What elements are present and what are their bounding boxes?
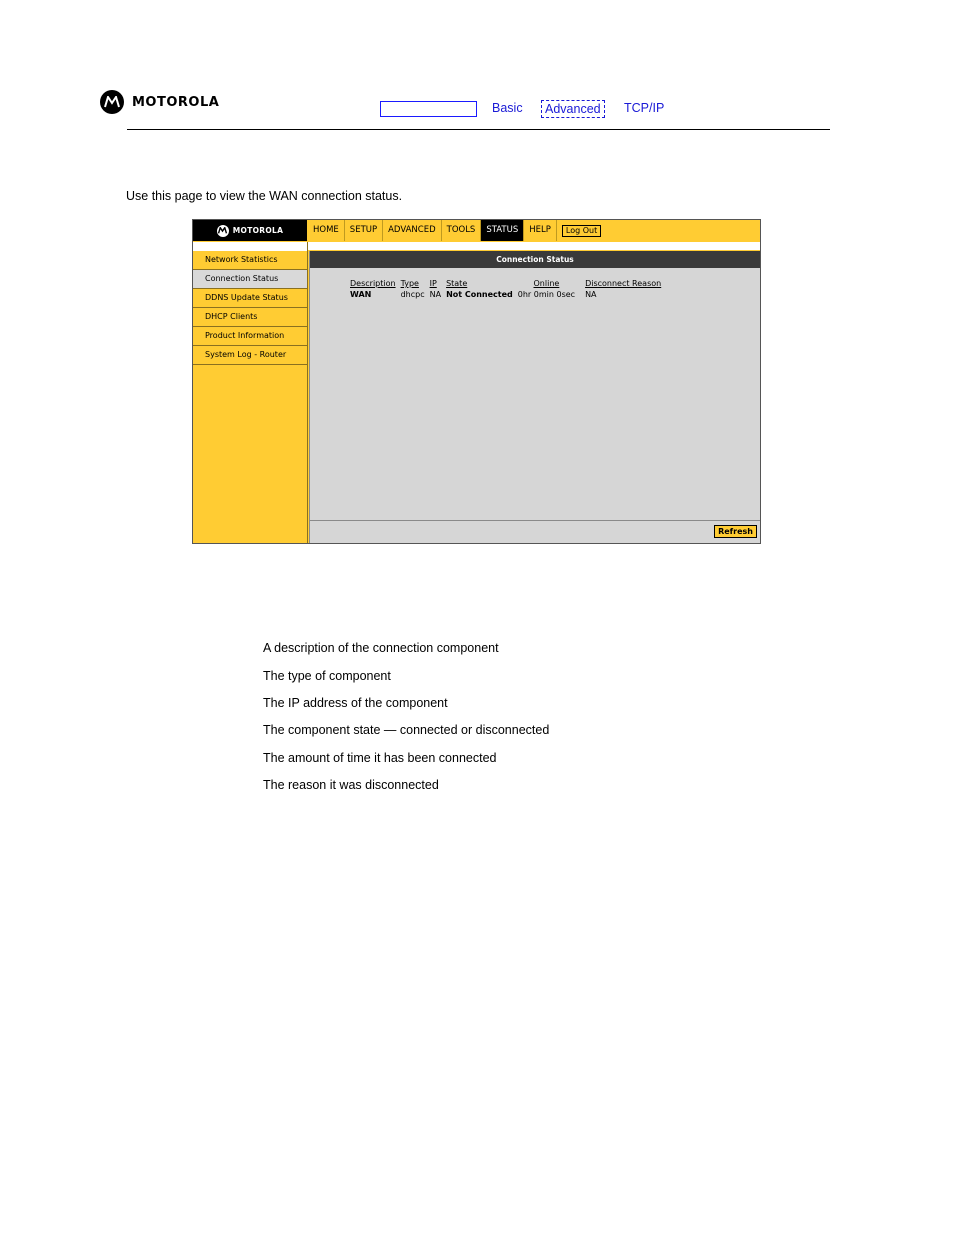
col-header-state: State	[446, 279, 468, 288]
nav-tcpip-link[interactable]: TCP/IP	[624, 101, 665, 115]
router-main-panel	[309, 251, 760, 543]
description-text: The type of component	[263, 669, 391, 683]
top-nav-advanced[interactable]: ADVANCED	[383, 220, 442, 241]
panel-footer	[310, 520, 760, 543]
cell-type: dhcpc	[400, 290, 425, 299]
description-text: The amount of time it has been connected	[263, 751, 497, 765]
sidebar-item-system-log-router[interactable]: System Log - Router	[193, 346, 307, 365]
top-nav-status[interactable]: STATUS	[481, 220, 524, 241]
top-nav-home[interactable]: HOME	[308, 220, 345, 241]
header-divider	[127, 129, 830, 130]
nav-empty-box[interactable]	[380, 101, 477, 117]
col-header-description: Description	[350, 279, 396, 288]
description-text: The IP address of the component	[263, 696, 448, 710]
refresh-button[interactable]: Refresh	[714, 525, 757, 538]
nav-spacer	[308, 242, 760, 250]
logout-button[interactable]: Log Out	[562, 225, 601, 237]
nav-advanced-link[interactable]: Advanced	[541, 100, 605, 118]
sidebar-item-ddns-update-status[interactable]: DDNS Update Status	[193, 289, 307, 308]
description-text: The reason it was disconnected	[263, 778, 439, 792]
router-brand: MOTOROLA	[232, 226, 284, 235]
connection-status-table	[350, 279, 666, 299]
sidebar-item-dhcp-clients[interactable]: DHCP Clients	[193, 308, 307, 327]
router-top-nav	[308, 220, 760, 241]
router-sidebar	[193, 242, 308, 543]
nav-basic-link[interactable]: Basic	[492, 101, 523, 115]
router-m-icon	[217, 225, 229, 237]
col-header-ip: IP	[429, 279, 437, 288]
cell-description: WAN	[350, 290, 372, 299]
top-nav-setup[interactable]: SETUP	[345, 220, 383, 241]
motorola-m-icon	[100, 90, 124, 114]
sidebar-item-network-statistics[interactable]: Network Statistics	[193, 251, 307, 270]
sidebar-spacer	[193, 242, 307, 251]
cell-disconnect-reason: NA	[585, 290, 597, 299]
description-text: A description of the connection component	[263, 641, 499, 655]
sidebar-item-product-information[interactable]: Product Information	[193, 327, 307, 346]
panel-title: Connection Status	[310, 251, 760, 268]
cell-ip: NA	[429, 290, 442, 299]
table-row	[350, 290, 666, 299]
router-logo	[193, 220, 307, 241]
table-header-row	[350, 279, 666, 290]
router-screenshot	[192, 219, 761, 544]
top-nav-tools[interactable]: TOOLS	[442, 220, 482, 241]
top-nav-help[interactable]: HELP	[524, 220, 557, 241]
cell-state: Not Connected	[446, 290, 513, 299]
cell-online: 0hr 0min 0sec	[517, 290, 576, 299]
col-header-type: Type	[400, 279, 419, 288]
intro-text: Use this page to view the WAN connection status.	[126, 189, 403, 203]
col-header-online: Online	[533, 279, 560, 288]
col-header-disconnect-reason: Disconnect Reason	[585, 279, 662, 288]
sidebar-item-connection-status[interactable]: Connection Status	[193, 270, 307, 289]
description-text: The component state — connected or disconnected	[263, 723, 550, 737]
brand-name: MOTOROLA	[132, 94, 220, 110]
motorola-logo	[100, 90, 219, 114]
